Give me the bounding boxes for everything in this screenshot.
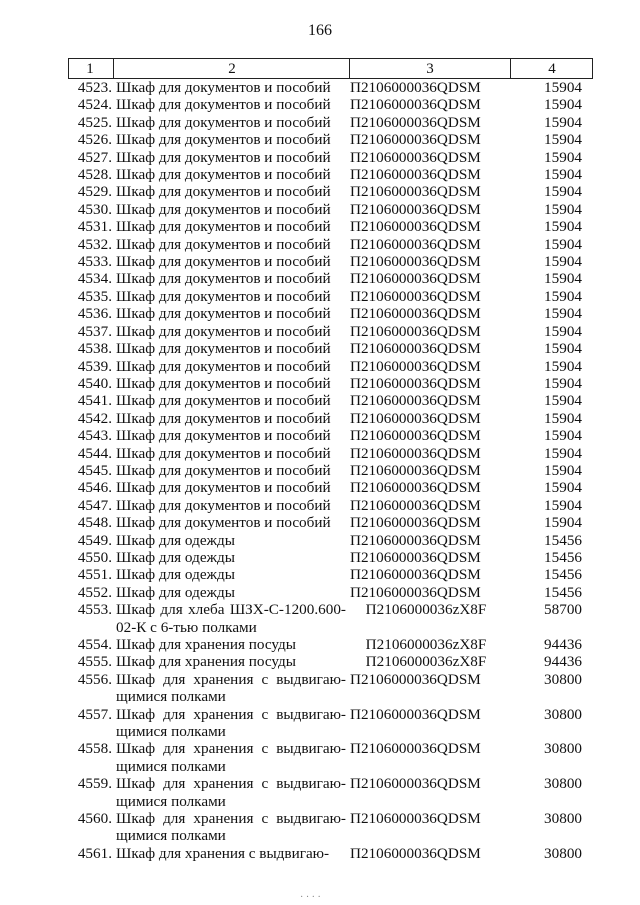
table-row xyxy=(68,392,593,409)
item-name: Шкаф для документов и пособий xyxy=(116,253,331,271)
row-number: 4554. xyxy=(77,636,112,653)
item-price: 15904 xyxy=(544,113,582,131)
row-number: 4556. xyxy=(77,670,112,688)
row-number: 4553. xyxy=(77,601,112,619)
item-price: 15904 xyxy=(544,496,582,514)
item-name: Шкаф для документов и пособий xyxy=(116,374,331,392)
table-row xyxy=(68,584,593,601)
item-price: 15904 xyxy=(544,357,582,375)
item-name: Шкаф для документов и пособий xyxy=(116,183,331,201)
item-code: П2106000036zX8F xyxy=(365,601,487,619)
row-number: 4559. xyxy=(77,775,112,793)
table-row xyxy=(68,183,593,200)
item-price: 15904 xyxy=(544,392,582,410)
row-number: 4534. xyxy=(77,270,112,288)
item-code: П2106000036QDSM xyxy=(350,392,481,410)
item-name: Шкаф для хранения посуды xyxy=(116,636,296,653)
row-number: 4542. xyxy=(77,409,112,427)
item-price: 15904 xyxy=(544,253,582,271)
table-row xyxy=(68,114,593,131)
item-price: 15904 xyxy=(544,218,582,236)
item-price: 15904 xyxy=(544,148,582,166)
item-code: П2106000036QDSM xyxy=(350,566,481,584)
row-number: 4544. xyxy=(77,444,112,462)
row-number: 4524. xyxy=(77,96,112,114)
item-price: 15904 xyxy=(544,374,582,392)
table-row xyxy=(68,218,593,235)
item-price: 15904 xyxy=(544,200,582,218)
column-header-1: 1 xyxy=(86,61,94,77)
row-number: 4525. xyxy=(77,113,112,131)
table-row xyxy=(68,566,593,583)
table-row xyxy=(68,340,593,357)
item-code: П2106000036QDSM xyxy=(350,514,481,532)
table-row xyxy=(68,410,593,427)
item-price: 15904 xyxy=(544,166,582,184)
item-price: 30800 xyxy=(544,670,582,688)
table-row xyxy=(68,653,593,670)
row-number: 4546. xyxy=(77,479,112,497)
row-number: 4537. xyxy=(77,322,112,340)
item-name: Шкаф для хранения с выдвигаю-щимися полками xyxy=(116,810,346,845)
item-code: П2106000036QDSM xyxy=(350,166,481,184)
item-name: Шкаф для документов и пособий xyxy=(116,200,331,218)
table-row xyxy=(68,358,593,375)
row-number: 4541. xyxy=(77,392,112,410)
item-code: П2106000036QDSM xyxy=(350,810,481,828)
scan-artifact: · · · · xyxy=(300,892,321,903)
item-code: П2106000036zX8F xyxy=(365,653,487,671)
row-number: 4530. xyxy=(77,200,112,218)
table-row xyxy=(68,636,593,653)
item-name: Шкаф для документов и пособий xyxy=(116,96,331,114)
item-price: 30800 xyxy=(544,705,582,723)
item-name: Шкаф для документов и пособий xyxy=(116,79,331,96)
item-price: 58700 xyxy=(544,601,582,619)
item-code: П2106000036QDSM xyxy=(350,479,481,497)
item-code: П2106000036QDSM xyxy=(350,96,481,114)
item-name: Шкаф для одежды xyxy=(116,566,235,584)
table-row xyxy=(68,706,593,741)
item-name: Шкаф для документов и пособий xyxy=(116,270,331,288)
row-number: 4550. xyxy=(77,548,112,566)
item-name: Шкаф для документов и пособий xyxy=(116,496,331,514)
row-number: 4552. xyxy=(77,583,112,601)
item-name: Шкаф для хранения посуды xyxy=(116,653,296,671)
page-number: 166 xyxy=(308,22,332,39)
item-code: П2106000036QDSM xyxy=(350,374,481,392)
item-name: Шкаф для документов и пособий xyxy=(116,409,331,427)
table-row xyxy=(68,601,593,636)
row-number: 4526. xyxy=(77,131,112,149)
price-table xyxy=(68,58,593,862)
table-row xyxy=(68,479,593,496)
row-number: 4555. xyxy=(77,653,112,671)
table-row xyxy=(68,79,593,96)
table-row xyxy=(68,810,593,845)
table-row xyxy=(68,149,593,166)
item-price: 94436 xyxy=(544,653,582,671)
table-row xyxy=(68,131,593,148)
item-code: П2106000036QDSM xyxy=(350,131,481,149)
item-price: 15904 xyxy=(544,427,582,445)
table-row xyxy=(68,445,593,462)
item-price: 15456 xyxy=(544,566,582,584)
row-number: 4560. xyxy=(77,810,112,828)
row-number: 4551. xyxy=(77,566,112,584)
table-row xyxy=(68,270,593,287)
table-row xyxy=(68,775,593,810)
item-name: Шкаф для документов и пособий xyxy=(116,461,331,479)
row-number: 4549. xyxy=(77,531,112,549)
item-code: П2106000036QDSM xyxy=(350,113,481,131)
item-name: Шкаф для документов и пособий xyxy=(116,479,331,497)
row-number: 4529. xyxy=(77,183,112,201)
table-row xyxy=(68,201,593,218)
table-row xyxy=(68,549,593,566)
table-row xyxy=(68,532,593,549)
item-code: П2106000036QDSM xyxy=(350,496,481,514)
item-name: Шкаф для документов и пособий xyxy=(116,113,331,131)
item-code: П2106000036zX8F xyxy=(365,636,487,653)
table-header xyxy=(68,58,593,79)
item-code: П2106000036QDSM xyxy=(350,148,481,166)
item-price: 15456 xyxy=(544,548,582,566)
table-row xyxy=(68,305,593,322)
item-price: 30800 xyxy=(544,810,582,828)
item-code: П2106000036QDSM xyxy=(350,461,481,479)
item-name: Шкаф для одежды xyxy=(116,583,235,601)
item-price: 15904 xyxy=(544,131,582,149)
item-code: П2106000036QDSM xyxy=(350,409,481,427)
item-price: 15904 xyxy=(544,270,582,288)
row-number: 4547. xyxy=(77,496,112,514)
table-row xyxy=(68,427,593,444)
item-name: Шкаф для документов и пособий xyxy=(116,305,331,323)
row-number: 4531. xyxy=(77,218,112,236)
item-name: Шкаф для документов и пособий xyxy=(116,148,331,166)
item-price: 15904 xyxy=(544,235,582,253)
table-row xyxy=(68,166,593,183)
item-code: П2106000036QDSM xyxy=(350,531,481,549)
row-number: 4532. xyxy=(77,235,112,253)
table-body xyxy=(68,79,593,862)
row-number: 4540. xyxy=(77,374,112,392)
row-number: 4543. xyxy=(77,427,112,445)
item-price: 15904 xyxy=(544,322,582,340)
item-price: 15904 xyxy=(544,479,582,497)
item-price: 30800 xyxy=(544,844,582,862)
table-row xyxy=(68,288,593,305)
item-price: 15904 xyxy=(544,79,582,96)
item-code: П2106000036QDSM xyxy=(350,740,481,758)
item-code: П2106000036QDSM xyxy=(350,235,481,253)
item-price: 15456 xyxy=(544,531,582,549)
table-row xyxy=(68,671,593,706)
item-name: Шкаф для одежды xyxy=(116,548,235,566)
item-name: Шкаф для хранения с выдвигаю-щимися полками xyxy=(116,775,346,810)
item-code: П2106000036QDSM xyxy=(350,270,481,288)
item-code: П2106000036QDSM xyxy=(350,444,481,462)
table-row xyxy=(68,323,593,340)
item-name: Шкаф для одежды xyxy=(116,531,235,549)
item-price: 15456 xyxy=(544,583,582,601)
row-number: 4545. xyxy=(77,461,112,479)
item-name: Шкаф для хранения с выдвигаю-щимися полками xyxy=(116,670,346,706)
table-row xyxy=(68,253,593,270)
item-code: П2106000036QDSM xyxy=(350,427,481,445)
item-name: Шкаф для хранения с выдвигаю- xyxy=(116,844,330,862)
item-price: 15904 xyxy=(544,287,582,305)
item-price: 30800 xyxy=(544,740,582,758)
item-code: П2106000036QDSM xyxy=(350,322,481,340)
item-code: П2106000036QDSM xyxy=(350,218,481,236)
item-price: 94436 xyxy=(544,636,582,653)
item-code: П2106000036QDSM xyxy=(350,705,481,723)
item-name: Шкаф для документов и пособий xyxy=(116,340,331,358)
item-name: Шкаф для документов и пособий xyxy=(116,392,331,410)
item-code: П2106000036QDSM xyxy=(350,340,481,358)
item-name: Шкаф для документов и пособий xyxy=(116,427,331,445)
item-name: Шкаф для документов и пособий xyxy=(116,235,331,253)
column-header-4: 4 xyxy=(548,61,556,77)
item-code: П2106000036QDSM xyxy=(350,253,481,271)
item-code: П2106000036QDSM xyxy=(350,775,481,793)
item-code: П2106000036QDSM xyxy=(350,200,481,218)
item-code: П2106000036QDSM xyxy=(350,305,481,323)
row-number: 4557. xyxy=(77,705,112,723)
table-row xyxy=(68,514,593,531)
row-number: 4539. xyxy=(77,357,112,375)
column-header-2: 2 xyxy=(228,61,236,77)
item-code: П2106000036QDSM xyxy=(350,79,481,96)
item-code: П2106000036QDSM xyxy=(350,357,481,375)
table-row xyxy=(68,497,593,514)
row-number: 4533. xyxy=(77,253,112,271)
item-code: П2106000036QDSM xyxy=(350,548,481,566)
item-code: П2106000036QDSM xyxy=(350,183,481,201)
row-number: 4561. xyxy=(77,844,112,862)
row-number: 4538. xyxy=(77,340,112,358)
item-price: 15904 xyxy=(544,305,582,323)
table-row xyxy=(68,375,593,392)
table-row xyxy=(68,236,593,253)
item-name: Шкаф для документов и пособий xyxy=(116,514,331,532)
item-name: Шкаф для документов и пособий xyxy=(116,322,331,340)
item-price: 15904 xyxy=(544,514,582,532)
item-price: 15904 xyxy=(544,409,582,427)
item-code: П2106000036QDSM xyxy=(350,583,481,601)
item-name: Шкаф для документов и пособий xyxy=(116,166,331,184)
column-header-3: 3 xyxy=(426,61,434,77)
row-number: 4527. xyxy=(77,148,112,166)
item-name: Шкаф для документов и пособий xyxy=(116,357,331,375)
item-name: Шкаф для хранения с выдвигаю-щимися полками xyxy=(116,740,346,775)
item-price: 30800 xyxy=(544,775,582,793)
table-row xyxy=(68,845,593,862)
item-name: Шкаф для документов и пособий xyxy=(116,131,331,149)
item-code: П2106000036QDSM xyxy=(350,287,481,305)
row-number: 4523. xyxy=(77,79,112,96)
item-code: П2106000036QDSM xyxy=(350,670,481,688)
item-price: 15904 xyxy=(544,340,582,358)
table-row xyxy=(68,96,593,113)
row-number: 4528. xyxy=(77,166,112,184)
item-price: 15904 xyxy=(544,96,582,114)
item-price: 15904 xyxy=(544,444,582,462)
item-name: Шкаф для хлеба ШЗХ-С-1200.600-02-К с 6-тью полками xyxy=(116,601,346,636)
item-price: 15904 xyxy=(544,183,582,201)
row-number: 4548. xyxy=(77,514,112,532)
item-name: Шкаф для документов и пособий xyxy=(116,218,331,236)
row-number: 4535. xyxy=(77,287,112,305)
item-price: 15904 xyxy=(544,461,582,479)
row-number: 4558. xyxy=(77,740,112,758)
item-name: Шкаф для хранения с выдвигаю-щимися полками xyxy=(116,705,346,741)
row-number: 4536. xyxy=(77,305,112,323)
table-row xyxy=(68,462,593,479)
item-name: Шкаф для документов и пособий xyxy=(116,287,331,305)
item-name: Шкаф для документов и пособий xyxy=(116,444,331,462)
item-code: П2106000036QDSM xyxy=(350,844,481,862)
table-row xyxy=(68,740,593,775)
